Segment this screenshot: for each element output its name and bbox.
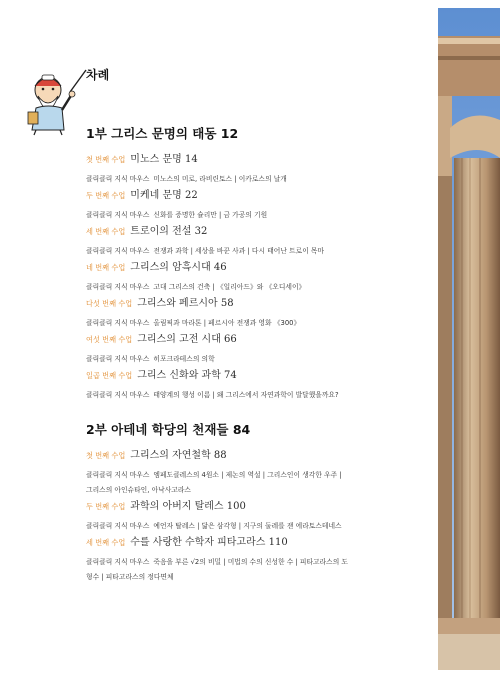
toc-title: 차례 (86, 68, 110, 82)
lesson-title: 트로이의 전설 32 (130, 226, 208, 237)
lesson-ordinal: 첫 번째 수업 (86, 155, 126, 164)
lesson-ordinal: 두 번째 수업 (86, 502, 126, 511)
lesson-title: 그리스 신화와 과학 74 (137, 370, 237, 381)
lesson-subtopics (86, 172, 426, 187)
lesson-item[interactable] (86, 294, 426, 331)
lesson-item[interactable] (86, 497, 426, 534)
lesson-subtopics (86, 244, 426, 259)
subtopic-label: 클릭클릭 지식 마우스 (86, 211, 150, 219)
subtopic-text: 고대 그리스의 건축 | 《일리아드》와 《오디세이》 (153, 283, 306, 291)
subtopic-text: 올림픽과 마라톤 | 페르시아 전쟁과 영화 《300》 (153, 319, 301, 327)
subtopic-label: 클릭클릭 지식 마우스 (86, 558, 150, 566)
lesson-subtopics (86, 352, 426, 367)
subtopic-text-continued: 그리스의 아인슈타인, 아낙사고라스 (86, 486, 191, 494)
lesson-item[interactable] (86, 366, 426, 403)
part-title: 1부 그리스 문명의 태동 12 (86, 126, 239, 141)
lesson-item[interactable] (86, 446, 426, 498)
lesson-title: 수를 사랑한 수학자 피타고라스 110 (130, 537, 288, 548)
lesson-title: 과학의 아버지 탈레스 100 (130, 501, 246, 512)
lesson-item[interactable] (86, 258, 426, 295)
subtopic-label: 클릭클릭 지식 마우스 (86, 319, 150, 327)
subtopic-label: 클릭클릭 지식 마우스 (86, 522, 150, 530)
subtopic-text: 예언자 탈레스 | 닮은 삼각형 | 지구의 둘레를 잰 에라토스테네스 (153, 522, 342, 530)
lesson-title: 미노스 문명 14 (130, 154, 198, 165)
lesson-subtopics (86, 280, 426, 295)
lesson-title: 그리스의 자연철학 88 (130, 450, 227, 461)
subtopic-text: 죽음을 부른 √2의 비밀 | 미법의 수의 신성한 수 | 피타고라스의 도 (153, 558, 349, 566)
lesson-title: 그리스와 페르시아 58 (137, 298, 234, 309)
lesson-item[interactable] (86, 150, 426, 187)
subtopic-label: 클릭클릭 지식 마우스 (86, 355, 150, 363)
subtopic-text: 태양계의 행성 이름 | 왜 그리스에서 자연과학이 발달했을까요? (153, 391, 339, 399)
lesson-ordinal: 네 번째 수업 (86, 263, 126, 272)
subtopic-text: 신화를 증명한 슐리만 | 금 가공의 기원 (153, 211, 268, 219)
lesson-ordinal: 일곱 번째 수업 (86, 371, 133, 380)
lesson-item[interactable] (86, 330, 426, 367)
lesson-ordinal: 다섯 번째 수업 (86, 299, 133, 308)
subtopic-label: 클릭클릭 지식 마우스 (86, 471, 150, 479)
lesson-ordinal: 세 번째 수업 (86, 538, 126, 547)
lesson-subtopics (86, 468, 426, 498)
lesson-title: 그리스의 암흑시대 46 (130, 262, 227, 273)
subtopic-text-continued: 형수 | 피타고라스의 정다면체 (86, 573, 174, 581)
subtopic-label: 클릭클릭 지식 마우스 (86, 175, 150, 183)
temple-column-photo (438, 8, 500, 670)
lesson-item[interactable] (86, 222, 426, 259)
subtopic-text: 엠페도클레스의 4원소 | 제논의 역설 | 그리스인이 생각한 우주 | (153, 471, 342, 479)
part-title: 2부 아테네 학당의 천재들 84 (86, 422, 251, 437)
lesson-item[interactable] (86, 186, 426, 223)
lesson-subtopics (86, 208, 426, 223)
lesson-ordinal: 세 번째 수업 (86, 227, 126, 236)
lesson-ordinal: 두 번째 수업 (86, 191, 126, 200)
lesson-subtopics (86, 316, 426, 331)
lesson-subtopics (86, 555, 426, 585)
lesson-subtopics (86, 519, 426, 534)
lesson-title: 미케네 문명 22 (130, 190, 198, 201)
lesson-ordinal: 첫 번째 수업 (86, 451, 126, 460)
lesson-ordinal: 여섯 번째 수업 (86, 335, 133, 344)
subtopic-text: 전쟁과 과학 | 세상을 바꾼 사과 | 다시 태어난 트로이 목마 (153, 247, 325, 255)
lesson-subtopics (86, 388, 426, 403)
subtopic-label: 클릭클릭 지식 마우스 (86, 247, 150, 255)
subtopic-label: 클릭클릭 지식 마우스 (86, 283, 150, 291)
lesson-title: 그리스의 고전 시대 66 (137, 334, 237, 345)
lesson-item[interactable] (86, 533, 426, 585)
socrates-mascot-icon (18, 64, 90, 136)
subtopic-text: 미노스의 미로, 라비린토스 | 이카로스의 날개 (153, 175, 287, 183)
subtopic-label: 클릭클릭 지식 마우스 (86, 391, 150, 399)
subtopic-text: 히포크라테스의 의학 (153, 355, 215, 363)
